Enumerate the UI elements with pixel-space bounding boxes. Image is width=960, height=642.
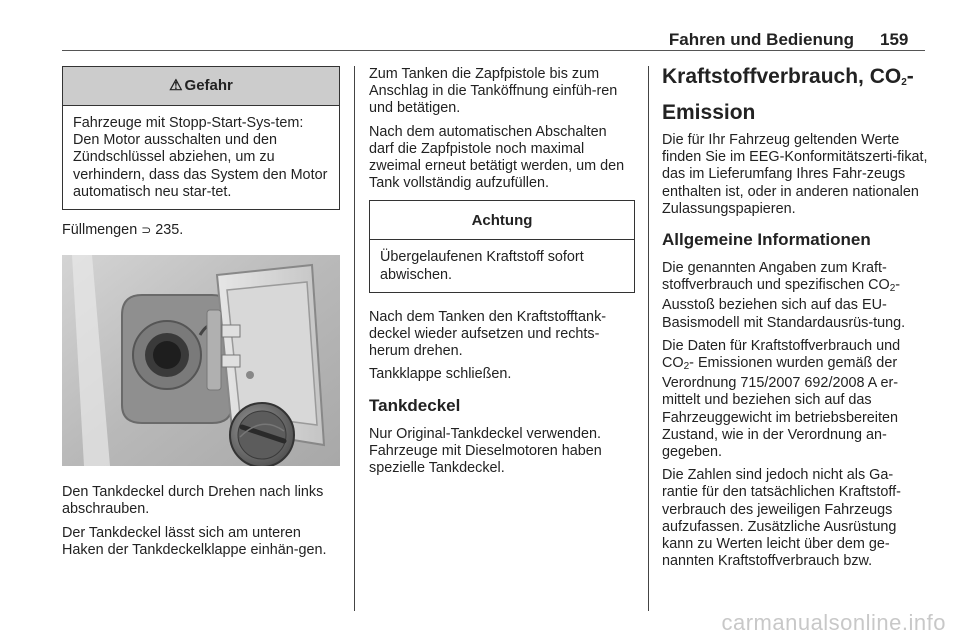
caution-title: Achtung — [471, 211, 533, 229]
replace-cap-paragraph: Nach dem Tanken den Kraftstofftank-deckel wieder aufsetzen und rechts-herum drehen. — [369, 308, 607, 360]
page-number: 159 — [880, 30, 909, 49]
fuel-cap-photo — [62, 255, 340, 466]
tank-cap-heading: Tankdeckel — [369, 395, 461, 415]
no-guarantee-paragraph: Die Zahlen sind jedoch nicht als Ga-rantie für den tatsächlichen Kraftstoff-verbrauch des jeweiligen Fahrzeugs aufzufassen. Zusätzliche Ausrüstung kann zu Werten leicht über dem ge-nannten Kraftstoffverbrauch bzw. — [662, 467, 901, 570]
column-1 — [62, 66, 340, 565]
danger-warning-title: Gefahr — [184, 77, 233, 95]
watermark: carmanualsonline.info — [721, 610, 946, 635]
general-information-heading: Allgemeine Informationen — [662, 230, 871, 250]
regulation-data-paragraph — [662, 338, 928, 461]
heading-line-2: Emission — [662, 101, 756, 124]
specified-values-paragraph — [662, 260, 928, 332]
column-2 — [369, 66, 635, 483]
running-header-title: Fahren und Bedienung — [668, 30, 854, 49]
danger-warning-text: Fahrzeuge mit Stopp-Start-Sys-tem: Den Motor ausschalten und den Zündschlüssel abziehen, um zu verhindern, dass das System den Motor automatisch neu star-tet. — [73, 115, 328, 200]
caution-box — [369, 200, 635, 292]
para3-subscript: 2 — [683, 361, 690, 373]
fuel-consumption-heading — [662, 62, 928, 128]
danger-warning-header — [63, 67, 339, 106]
heading-subscript: 2 — [901, 77, 907, 88]
fill-quantities-reference — [62, 222, 340, 239]
column-divider-2 — [648, 66, 649, 611]
heading-text-part: Kraftstoffverbrauch, CO — [662, 65, 902, 88]
danger-warning-box — [62, 66, 340, 210]
hang-cap-paragraph: Der Tankdeckel lässt sich am unteren Haken der Tankdeckelklappe einhän-gen. — [62, 524, 327, 558]
page-ref-arrow-icon: ⊃ — [141, 223, 152, 238]
para3-text-part: Die Daten für Kraftstoffverbrauch und CO — [662, 337, 901, 372]
fill-ref-page: 235. — [155, 222, 184, 239]
header-rule — [62, 50, 925, 51]
conformity-certificate-paragraph: Die für Ihr Fahrzeug geltenden Werte finden Sie im EEG-Konformitätszerti-fikat, das im Lieferumfang Ihres Fahr-zeugs enthalten ist, oder in anderen nationalen Zulassungspapieren. — [662, 132, 928, 217]
heading-hyphen: - — [906, 65, 914, 88]
caution-header — [370, 201, 634, 240]
warning-triangle-icon: ⚠ — [169, 77, 183, 95]
para2-text-part: Die genannten Angaben zum Kraft-stoffverbrauch und spezifischen CO — [662, 260, 890, 294]
unscrew-cap-paragraph: Den Tankdeckel durch Drehen nach links abschrauben. — [62, 484, 324, 518]
auto-shutoff-paragraph: Nach dem automatischen Abschalten darf die Zapfpistole noch maximal zweimal erneut betätigt werden, um den Tank vollständig aufzufüllen. — [369, 123, 625, 192]
para2-subscript: 2 — [889, 283, 896, 295]
fill-ref-label: Füllmengen — [62, 222, 138, 239]
para3-text-part-2: - Emissionen wurden gemäß der Verordnung 715/2007 692/2008 A er-mittelt und beziehen sich auf das Fahrzeuggewicht im betriebsbereiten Zustand, wie in der Verordnung an-gegeben. — [662, 355, 899, 461]
original-cap-paragraph: Nur Original-Tankdeckel verwenden. Fahrzeuge mit Dieselmotoren haben spezielle Tankdeckel. — [369, 425, 602, 477]
column-3 — [662, 66, 928, 576]
para2-text-part-2: -Ausstoß beziehen sich auf das EU-Basismodell mit Standardausrüs-tung. — [662, 277, 906, 331]
column-divider-1 — [354, 66, 355, 611]
caution-text: Übergelaufenen Kraftstoff sofort abwischen. — [380, 249, 584, 283]
close-flap-paragraph: Tankklappe schließen. — [369, 366, 512, 383]
refuel-nozzle-paragraph: Zum Tanken die Zapfpistole bis zum Anschlag in die Tanköffnung einfüh-ren und betätigen. — [369, 66, 618, 117]
